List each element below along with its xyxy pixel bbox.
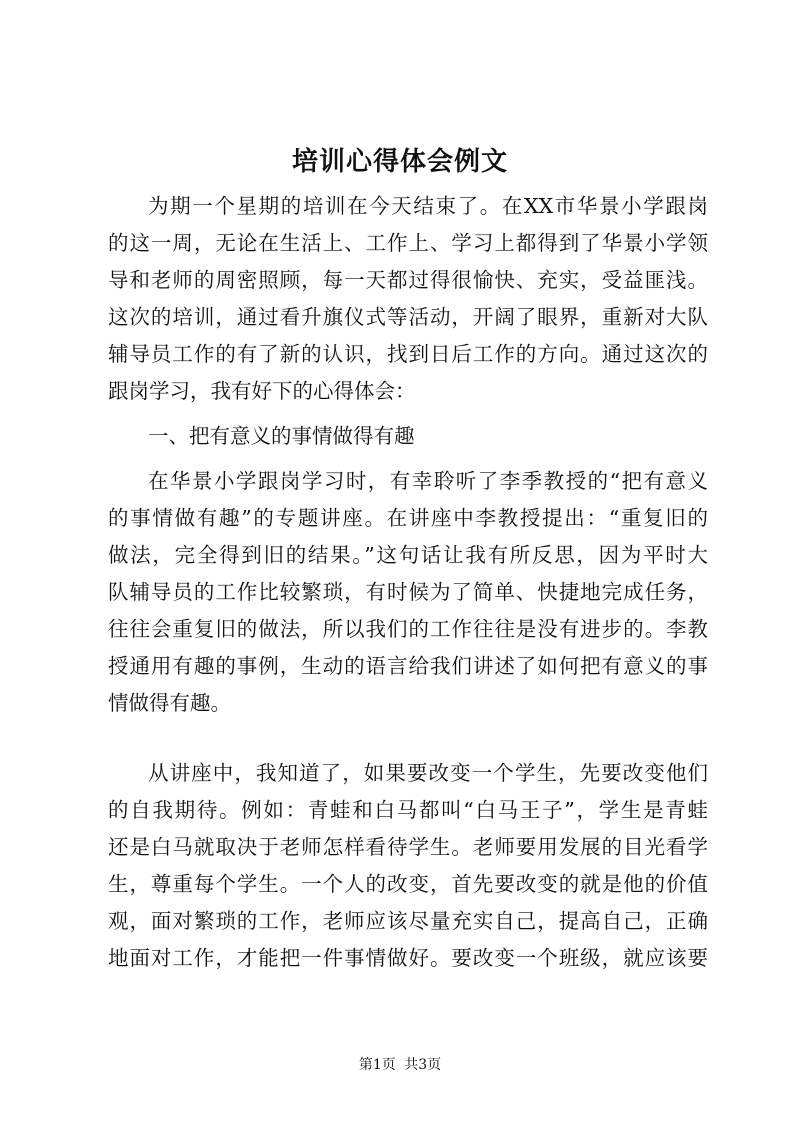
paragraph-line: 队辅导员的工作比较繁琐，有时候为了简单、快捷地完成任务， <box>108 580 708 604</box>
section-heading: 一、把有意义的事情做得有趣 <box>148 424 415 448</box>
paragraph-line: 这次的培训，通过看升旗仪式等活动，开阔了眼界，重新对大队 <box>108 305 708 329</box>
paragraph-line: 的自我期待。例如：青蛙和白马都叫“白马王子”，学生是青蛙 <box>108 798 708 822</box>
paragraph-line: 还是白马就取决于老师怎样看待学生。老师要用发展的目光看学 <box>108 835 708 859</box>
paragraph-line: 从讲座中，我知道了，如果要改变一个学生，先要改变他们 <box>148 761 708 785</box>
paragraph-line: 在华景小学跟岗学习时，有幸聆听了李季教授的“把有意义 <box>148 469 708 493</box>
paragraph-line: 生，尊重每个学生。一个人的改变，首先要改变的就是他的价值 <box>108 872 708 896</box>
paragraph-line: 情做得有趣。 <box>108 691 231 715</box>
paragraph-line: 观，面对繁琐的工作，老师应该尽量充实自己，提高自己，正确 <box>108 909 708 933</box>
paragraph-line: 往往会重复旧的做法，所以我们的工作往往是没有进步的。李教 <box>108 617 708 641</box>
paragraph-line: 做法，完全得到旧的结果。”这句话让我有所反思，因为平时大 <box>108 543 708 567</box>
page-footer <box>0 1055 800 1075</box>
document-title: 培训心得体会例文 <box>291 147 508 177</box>
paragraph-line: 授通用有趣的事例，生动的语言给我们讲述了如何把有意义的事 <box>108 654 708 678</box>
paragraph-line: 跟岗学习，我有好下的心得体会： <box>108 379 416 403</box>
paragraph-line: 地面对工作，才能把一件事情做好。要改变一个班级，就应该要 <box>108 946 708 970</box>
page-number: 第1页 <box>358 1057 396 1073</box>
paragraph-line: 的事情做有趣”的专题讲座。在讲座中李教授提出：“重复旧的 <box>108 506 708 530</box>
page-total: 共3页 <box>404 1057 442 1073</box>
paragraph-line: 辅导员工作的有了新的认识，找到日后工作的方向。通过这次的 <box>108 342 708 366</box>
paragraph-line: 为期一个星期的培训在今天结束了。在XX市华景小学跟岗 <box>148 194 708 218</box>
paragraph-line: 导和老师的周密照顾，每一天都过得很愉快、充实，受益匪浅。 <box>108 268 708 292</box>
paragraph-line: 的这一周，无论在生活上、工作上、学习上都得到了华景小学领 <box>108 231 708 255</box>
